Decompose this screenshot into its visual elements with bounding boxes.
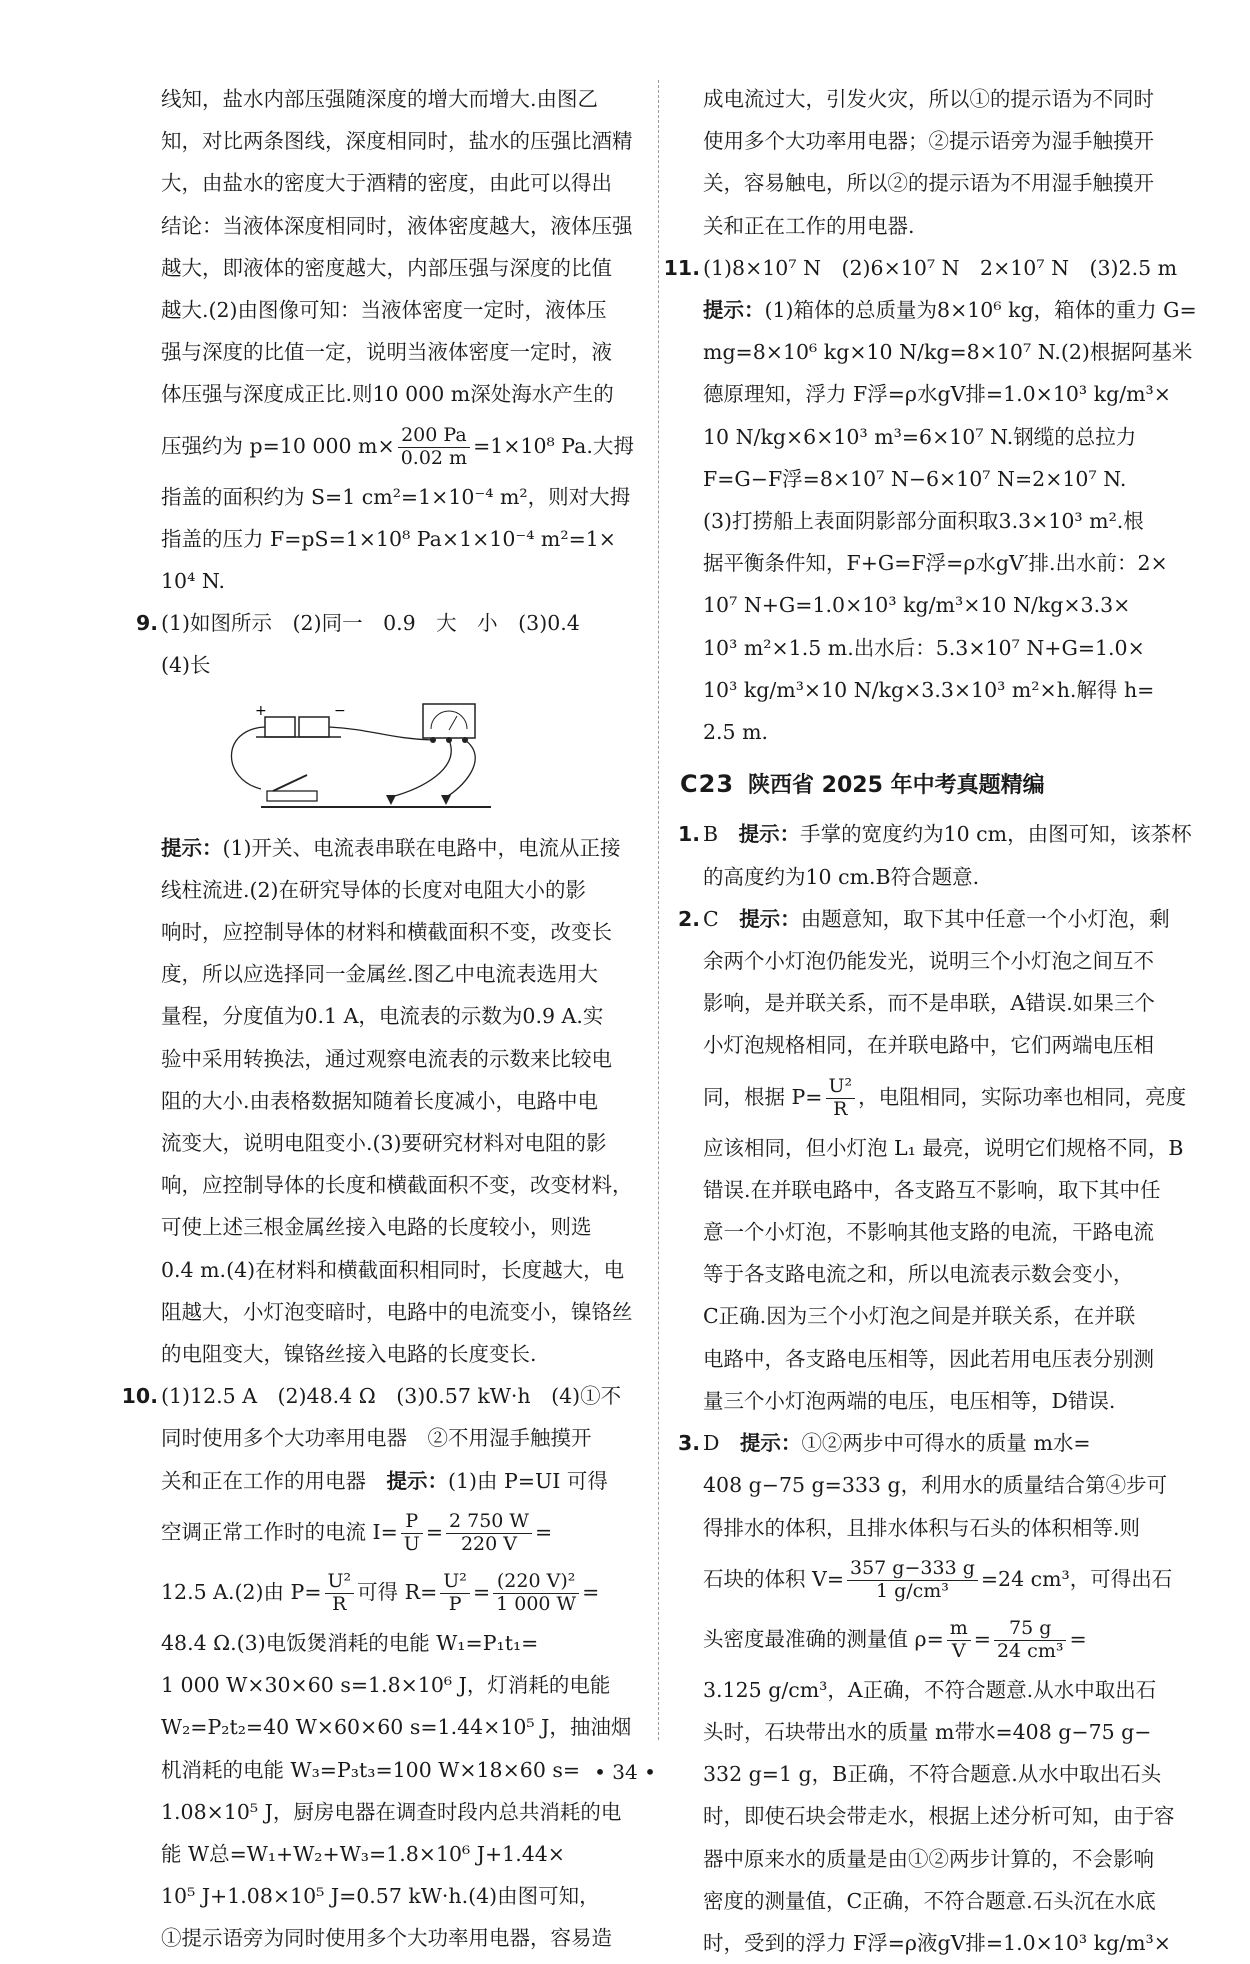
numerator: (220 V)² (493, 1571, 579, 1594)
text-line: 意一个小灯泡，不影响其他支路的电流，干路电流 (703, 1220, 1154, 1245)
fraction (398, 425, 470, 470)
text-line: 332 g=1 g，B正确，不符合题意.从水中取出石头 (703, 1762, 1162, 1787)
formula-text: 同，根据 P= (703, 1084, 823, 1109)
question-number: 9. (135, 611, 158, 636)
fraction (325, 1571, 355, 1616)
answer-choice: D (703, 1431, 720, 1456)
fraction (440, 1571, 470, 1616)
denominator: 24 cm³ (996, 1639, 1064, 1662)
text-line: 验中采用转换法，通过观察电流表的示数来比较电 (161, 1046, 612, 1071)
answer-line (703, 898, 1174, 940)
text-line: W₂=P₂t₂=40 W×60×60 s=1.44×10⁵ J，抽油烟 (161, 1715, 632, 1740)
denominator: R (332, 1592, 347, 1615)
text-line: 的电阻变大，镍铬丝接入电路的长度变长. (161, 1342, 537, 1367)
hint-text: (1)由 P=UI 可得 (448, 1468, 608, 1493)
minus-sign: − (334, 702, 346, 719)
numerator: P (401, 1511, 423, 1534)
text-line: 能 W总=W₁+W₂+W₃=1.8×10⁶ J+1.44× (161, 1841, 565, 1866)
circuit-diagram (161, 699, 641, 819)
section-heading (680, 763, 1174, 807)
text-line: 器中原来水的质量是由①②两步计算的，不会影响 (703, 1846, 1154, 1871)
answer-line: (4)长 (161, 653, 211, 678)
text-line: 知，对比两条图线，深度相同时，盐水的压强比酒精 (161, 129, 633, 154)
text-line: 大，由盐水的密度大于酒精的密度，由此可以得出 (161, 171, 612, 196)
formula-text: 头密度最准确的测量值 ρ= (703, 1626, 944, 1651)
section-code: C23 (680, 770, 735, 799)
text-line: 错误.在并联电路中，各支路互不影响，取下其中任 (703, 1177, 1161, 1202)
answer-text: 关和正在工作的用电器 (161, 1468, 387, 1493)
question-2 (677, 898, 1187, 1422)
text-line: 可使上述三根金属丝接入电路的长度较小，则选 (161, 1215, 592, 1240)
formula-text: = (1069, 1626, 1087, 1651)
hint-text: (1)开关、电流表串联在电路中，电流从正接 (222, 835, 621, 860)
formula-text: 石块的体积 V= (703, 1566, 844, 1591)
text-line: 时，即使石块会带走水，根据上述分析可知，由于容 (703, 1804, 1175, 1829)
text-line: 408 g−75 g=333 g，利用水的质量结合第④步可 (703, 1473, 1168, 1498)
text-line: mg=8×10⁶ kg×10 N/kg=8×10⁷ N.(2)根据阿基米 (703, 340, 1193, 365)
text-line: 48.4 Ω.(3)电饭煲消耗的电能 W₁=P₁t₁= (161, 1630, 539, 1655)
formula-line (161, 1562, 640, 1622)
text-line: 1 000 W×30×60 s=1.8×10⁶ J，灯消耗的电能 (161, 1673, 611, 1698)
text-line: 线柱流进.(2)在研究导体的长度对电阻大小的影 (161, 877, 587, 902)
fraction (446, 1511, 532, 1556)
text-line: 德原理知，浮力 F浮=ρ水gV排=1.0×10³ kg/m³× (703, 382, 1171, 407)
text-line: 10 N/kg×6×10³ m³=6×10⁷ N.钢缆的总拉力 (703, 424, 1137, 449)
fraction (994, 1618, 1067, 1663)
text-line: 使用多个大功率用电器；②提示语旁为湿手触摸开 (703, 129, 1154, 154)
text-line: 指盖的压力 F=pS=1×10⁸ Pa×1×10⁻⁴ m²=1× (161, 526, 616, 551)
answer-line: (1)如图所示 (2)同一 0.9 大 小 (3)0.4 (161, 611, 580, 636)
text-line: 结论：当液体深度相同时，液体密度越大，液体压强 (161, 213, 633, 238)
hint-label: 提示： (739, 1431, 802, 1456)
text-line: 影响，是并联关系，而不是串联，A错误.如果三个 (703, 991, 1155, 1016)
text-line: 响，应控制导体的长度和横截面积不变，改变材料， (161, 1173, 633, 1198)
numerator: 200 Pa (398, 425, 470, 448)
text-line: 0.4 m.(4)在材料和横截面积相同时，长度越大，电 (161, 1257, 625, 1282)
question-number: 10. (121, 1384, 158, 1409)
text-line: 10⁴ N. (161, 569, 225, 594)
text-line: F=G−F浮=8×10⁷ N−6×10⁷ N=2×10⁷ N. (703, 466, 1127, 491)
question-3 (677, 1422, 1175, 1964)
text-line: 10⁷ N+G=1.0×10³ kg/m³×10 N/kg×3.3× (703, 593, 1131, 618)
question-9 (135, 602, 640, 1375)
formula-line (161, 1502, 640, 1562)
formula-text: ，电阻相同，实际功率也相同，亮度 (858, 1084, 1187, 1109)
hint-label: 提示： (739, 906, 801, 931)
denominator: V (951, 1639, 966, 1662)
text-line: 据平衡条件知，F+G=F浮=ρ水gV′排.出水前：2× (703, 551, 1168, 576)
formula-line (703, 1609, 1174, 1669)
text-line: 量程，分度值为0.1 A，电流表的示数为0.9 A.实 (161, 1004, 604, 1029)
text-line: 越大.(2)由图像可知：当液体密度一定时，液体压 (161, 298, 607, 323)
text-line: 1.08×10⁵ J，厨房电器在调查时段内总共消耗的电 (161, 1799, 622, 1824)
text-line: 响时，应控制导体的材料和横截面积不变，改变长 (161, 920, 612, 945)
formula-text: = (582, 1579, 600, 1604)
fraction (847, 1558, 978, 1603)
text-line: 得排水的体积，且排水体积与石头的体积相等.则 (703, 1515, 1141, 1540)
formula-text: 空调正常工作时的电流 I= (161, 1519, 398, 1544)
formula-text: 压强约为 p=10 000 m× (161, 433, 395, 458)
formula-text: 12.5 A.(2)由 P= (161, 1579, 322, 1604)
text-line: 关和正在工作的用电器. (703, 213, 915, 238)
question-1 (677, 813, 1192, 897)
question-number: 2. (677, 906, 700, 931)
text-line: 体压强与深度成正比.则10 000 m深处海水产生的 (161, 382, 614, 407)
denominator: 220 V (460, 1532, 517, 1555)
denominator: 1 000 W (496, 1592, 577, 1615)
formula-text: =24 cm³，可得出石 (980, 1566, 1173, 1591)
text-line: 密度的测量值，C正确，不符合题意.石头沉在水底 (703, 1888, 1156, 1913)
hint-text: ①②两步中可得水的质量 m水= (801, 1431, 1091, 1456)
hint-text: (1)箱体的总质量为8×10⁶ kg，箱体的重力 G= (764, 298, 1197, 323)
text-line: 强与深度的比值一定，说明当液体密度一定时，液 (161, 340, 612, 365)
hint-text: 手掌的宽度约为10 cm，由图可知，该茶杯 (800, 822, 1192, 847)
text-line: C正确.因为三个小灯泡之间是并联关系，在并联 (703, 1304, 1136, 1329)
numerator: U² (325, 1571, 355, 1594)
text-line: 小灯泡规格相同，在并联电路中，它们两端电压相 (703, 1033, 1154, 1058)
text-line: 流变大，说明电阻变小.(3)要研究材料对电阻的影 (161, 1131, 607, 1156)
section-title: 陕西省 2025 年中考真题精编 (748, 773, 1045, 799)
question-number: 11. (663, 255, 700, 280)
page-number: • 34 • (594, 1760, 656, 1784)
denominator: 0.02 m (400, 446, 468, 469)
text-line: 成电流过大，引发火灾，所以①的提示语为不同时 (703, 87, 1154, 111)
text-line: 的高度约为10 cm.B符合题意. (703, 864, 980, 889)
fraction (401, 1511, 423, 1556)
hint-label: 提示： (161, 835, 223, 860)
numerator: 75 g (994, 1618, 1067, 1641)
text-line: 越大，即液体的密度越大，内部压强与深度的比值 (161, 255, 612, 280)
text-line: 应该相同，但小灯泡 L₁ 最亮，说明它们规格不同，B (703, 1135, 1184, 1160)
fraction (826, 1076, 856, 1121)
numerator: U² (440, 1571, 470, 1594)
text-line: 度，所以应选择同一金属丝.图乙中电流表选用大 (161, 962, 599, 987)
hint-label: 提示： (738, 822, 801, 847)
text-line: 10⁵ J+1.08×10⁵ J=0.57 kW·h.(4)由图可知， (161, 1884, 600, 1909)
question-number: 3. (677, 1431, 700, 1456)
text-line: 机消耗的电能 W₃=P₃t₃=100 W×18×60 s= (161, 1757, 581, 1782)
text-line: 3.125 g/cm³，A正确，不符合题意.从水中取出石 (703, 1677, 1157, 1702)
formula-text: = (425, 1519, 443, 1544)
hint-line (161, 827, 640, 869)
text-line: 量三个小灯泡两端的电压，电压相等，D错误. (703, 1388, 1116, 1413)
answer-line: (1)8×10⁷ N (2)6×10⁷ N 2×10⁷ N (3)2.5 m (703, 255, 1178, 280)
text-line: 指盖的面积约为 S=1 cm²=1×10⁻⁴ m²，则对大拇 (161, 484, 631, 509)
numerator: U² (826, 1076, 856, 1099)
numerator: 2 750 W (446, 1511, 532, 1534)
denominator: 1 g/cm³ (875, 1579, 949, 1602)
answer-line: 同时使用多个大功率用电器 ②不用湿手触摸开 (161, 1426, 592, 1451)
q8-continued (138, 78, 640, 602)
formula-text: 可得 R= (357, 1579, 438, 1604)
text-line: 阻的大小.由表格数据知随着长度减小，电路中电 (161, 1088, 599, 1113)
text-line: 头时，石块带出水的质量 m带水=408 g−75 g− (703, 1719, 1152, 1744)
text-line: (3)打捞船上表面阴影部分面积取3.3×10³ m².根 (703, 509, 1144, 534)
question-number: 1. (677, 822, 700, 847)
formula-text: = (973, 1626, 991, 1651)
answer-choice: C (703, 906, 719, 931)
q10-continued (680, 78, 1174, 247)
denominator: U (403, 1532, 420, 1555)
formula-line (161, 416, 640, 476)
hint-text: 由题意知，取下其中任意一个小灯泡，剩 (800, 906, 1170, 931)
hint-label: 提示： (703, 298, 765, 323)
hint-label: 提示： (386, 1468, 448, 1493)
plus-sign: + (255, 702, 267, 719)
answer-line (703, 1422, 1174, 1464)
text-line: 等于各支路电流之和，所以电流表示数会变小， (703, 1262, 1134, 1287)
text-line: 10³ kg/m³×10 N/kg×3.3×10³ m²×h.解得 h= (703, 677, 1155, 702)
text-line: 2.5 m. (703, 720, 769, 745)
numerator: m (947, 1618, 971, 1641)
formula-line (703, 1549, 1174, 1609)
answer-choice: B (703, 822, 719, 847)
fraction (493, 1571, 579, 1616)
numerator: 357 g−333 g (847, 1558, 978, 1581)
text-line: 阻越大，小灯泡变暗时，电路中的电流变小，镍铬丝 (161, 1299, 633, 1324)
answer-line (161, 1460, 640, 1502)
text-line: ①提示语旁为同时使用多个大功率用电器，容易造 (161, 1926, 612, 1951)
fraction (947, 1618, 971, 1663)
left-column (121, 78, 640, 1960)
formula-line (703, 1067, 1187, 1127)
hint-line (703, 289, 1197, 331)
answer-line (703, 813, 1192, 855)
denominator: R (833, 1097, 848, 1120)
question-11 (663, 247, 1197, 753)
question-10 (121, 1375, 640, 1959)
text-line: 余两个小灯泡仍能发光，说明三个小灯泡之间互不 (703, 949, 1154, 974)
text-line: 线知，盐水内部压强随深度的增大而增大.由图乙 (161, 87, 599, 111)
text-line: 关，容易触电，所以②的提示语为不用湿手触摸开 (703, 171, 1154, 196)
formula-text: =1×10⁸ Pa.大拇 (473, 433, 634, 458)
text-line: 电路中，各支路电压相等，因此若用电压表分别测 (703, 1346, 1154, 1371)
text-line: 10³ m²×1.5 m.出水后：5.3×10⁷ N+G=1.0× (703, 635, 1145, 660)
answer-line: (1)12.5 A (2)48.4 Ω (3)0.57 kW·h (4)①不 (161, 1384, 622, 1409)
right-column (663, 78, 1197, 1964)
formula-text: = (534, 1519, 553, 1544)
formula-text: = (472, 1579, 491, 1604)
text-line: 时，受到的浮力 F浮=ρ液gV排=1.0×10³ kg/m³× (703, 1930, 1171, 1955)
denominator: P (448, 1592, 462, 1615)
